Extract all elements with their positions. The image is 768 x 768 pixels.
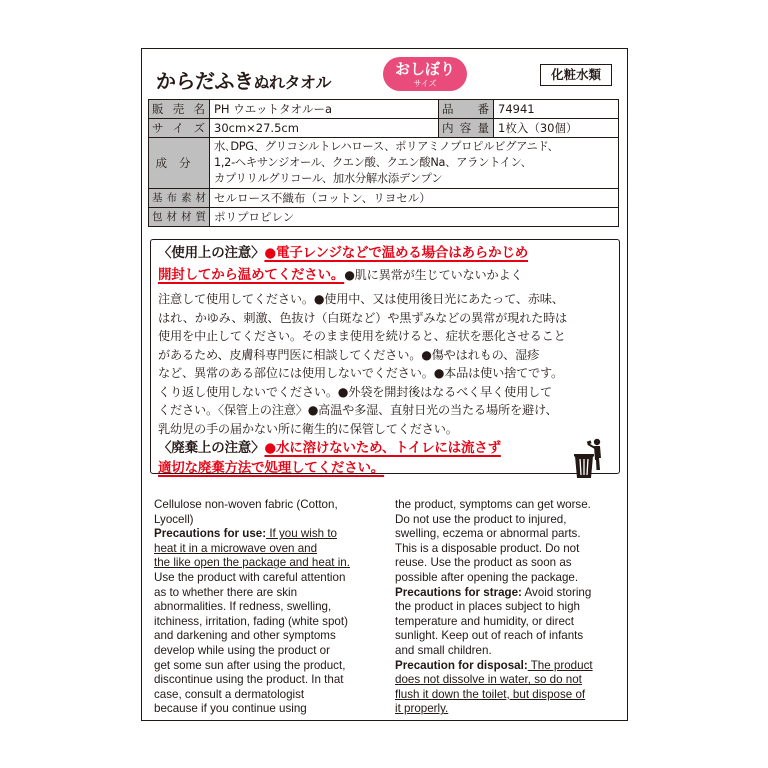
en-disposal-line	[395, 659, 593, 674]
spec-head-size: サイズ	[149, 119, 210, 138]
notice-line-disposal-2	[158, 459, 384, 477]
en-fabric-line-2: Lyocell)	[154, 512, 194, 526]
badge-sub: サイズ	[413, 79, 437, 88]
spec-row-packaging	[149, 208, 619, 227]
product-title-sub: ぬれタオル	[253, 73, 332, 92]
en-text-line: Use the product with careful attention	[154, 570, 346, 584]
en-text-line: develop while using the product or	[154, 643, 330, 657]
en-text-line: temperature and humidity, or direct	[395, 614, 574, 628]
en-text-line: This is a disposable product. Do not	[395, 541, 580, 555]
product-label	[141, 48, 628, 721]
ingredients-line-1: 水､DPG、グリコシルトレハロース、ポリアミノプロピルビグアニド、	[214, 140, 559, 153]
english-left-column	[154, 498, 350, 717]
en-use-line	[154, 527, 350, 542]
en-text-line: as to whether there are skin	[154, 585, 298, 599]
en-text-line: the product in places subject to high	[395, 600, 580, 614]
en-use-heading: Precautions for use:	[154, 527, 267, 541]
notice-line-2	[158, 266, 522, 284]
spec-head-fabric: 基布素材	[149, 189, 210, 208]
spec-value-packaging: ポリプロピレン	[210, 208, 619, 227]
en-disposal-underlined: it properly.	[395, 702, 449, 716]
use-caution-heading: 〈使用上の注意〉	[158, 245, 265, 261]
notice-line: 使用を中止してください。そのまま使用を続けると、症状を悪化させること	[158, 329, 566, 343]
en-text-line: and darkening and other symptoms	[154, 629, 336, 643]
en-use-line	[154, 556, 350, 571]
notice-line-use-head	[158, 244, 528, 262]
spec-value-name: PH ウエットタオルーa	[210, 100, 439, 119]
notice-line: など、異常のある部位には使用しないでください。●本品は使い捨てです。	[158, 366, 564, 380]
spec-value-contents: 1枚入（30個）	[494, 119, 619, 138]
en-text-line: possible after opening the package.	[395, 570, 579, 584]
spec-head-contents: 内容量	[439, 119, 494, 138]
disposal-caution-red-1: ●水に溶けないため、トイレには流さず	[264, 440, 501, 456]
spec-head-packaging: 包材材質	[149, 208, 210, 227]
en-text-line: sunlight. Keep out of reach of infants	[395, 629, 584, 643]
en-text-line: because if you continue using	[154, 702, 307, 716]
notice-box	[150, 239, 620, 474]
en-storage-heading: Precautions for strage:	[395, 585, 522, 599]
en-storage-text: Avoid storing	[521, 585, 592, 599]
use-caution-red-2: 開封してから温めてください。	[158, 267, 345, 283]
notice-line: くり返し使用しないでください。●外袋を開封後はなるべく早く使用して	[158, 384, 553, 399]
en-fabric-line-1: Cellulose non-woven fabric (Cotton,	[154, 498, 338, 511]
en-use-line	[154, 542, 350, 557]
en-text-line: abnormalities. If redness, swelling,	[154, 600, 332, 614]
en-text-line: reuse. Use the product as soon as	[395, 556, 572, 570]
en-use-underlined-1: If you wish to	[266, 527, 337, 541]
spec-value-size: 30cm×27.5cm	[210, 119, 439, 138]
ingredients-line-3: カプリリルグリコール、加水分解水添デンプン	[214, 172, 443, 185]
en-disposal-line	[395, 702, 593, 717]
use-caution-text: ●肌に異常が生じていないかよく	[344, 268, 523, 282]
en-disposal-line	[395, 688, 593, 703]
product-title	[156, 65, 331, 94]
notice-line: はれ、かゆみ、刺激、色抜け（白斑など）や黒ずみなどの異常が現れた時は	[158, 310, 568, 325]
en-text-line: swelling, eczema or abnormal parts.	[395, 527, 581, 541]
disposal-caution-heading: 〈廃棄上の注意〉	[158, 440, 265, 456]
spec-head-ingredients: 成分	[149, 138, 210, 189]
en-text-line: discontinue using the product. In that	[154, 673, 344, 687]
spec-value-ingredients	[210, 138, 619, 189]
en-text-line: get some sun after using the product,	[154, 658, 346, 672]
notice-line: ください。〈保管上の注意〉●高温や多湿、直射日光の当たる場所を避け、	[158, 403, 558, 417]
spec-value-fabric: セルロース不織布（コットン、リヨセル）	[210, 189, 619, 208]
notice-line: 乳幼児の手の届かない所に衛生的に保管してください。	[158, 421, 458, 436]
product-title-main: からだふき	[156, 69, 254, 93]
en-disposal-line	[395, 673, 593, 688]
en-text-line: itchiness, irritation, fading (white spot)	[154, 614, 348, 628]
ingredients-line-2: 1,2-ヘキサンジオール、クエン酸、クエン酸Na、アラントイン、	[214, 156, 532, 169]
badge-main: おしぼり	[394, 60, 455, 78]
oshibori-badge	[383, 57, 467, 91]
trash-disposal-icon	[574, 438, 606, 480]
en-use-underlined-3: the like open the package and heat in.	[154, 556, 350, 570]
en-text-line: the product, symptoms can get worse.	[395, 498, 591, 511]
category-box: 化粧水類	[540, 64, 612, 86]
spec-row-size	[149, 119, 619, 138]
en-disposal-underlined-1: The product	[527, 658, 593, 672]
en-disposal-underlined: flush it down the toilet, but dispose of	[395, 687, 586, 701]
en-text-line: case, consult a dermatologist	[154, 687, 305, 701]
spec-head-code: 品番	[439, 100, 494, 119]
notice-line-disposal	[158, 439, 501, 457]
spec-table	[148, 99, 619, 227]
en-text-line: Do not use the product to injured,	[395, 512, 567, 526]
en-use-underlined-2: heat it in a microwave oven and	[154, 541, 318, 555]
spec-value-code: 74941	[494, 100, 619, 119]
en-text-line: and small children.	[395, 643, 492, 657]
disposal-caution-red-2: 適切な廃棄方法で処理してください。	[158, 460, 385, 476]
en-disposal-heading: Precaution for disposal:	[395, 658, 528, 672]
spec-head-name: 販売名	[149, 100, 210, 119]
use-caution-red-1: ●電子レンジなどで温める場合はあらかじめ	[264, 245, 529, 261]
spec-row-name	[149, 100, 619, 119]
en-storage-line	[395, 586, 593, 601]
english-right-column	[395, 498, 593, 717]
spec-row-ingredients	[149, 138, 619, 189]
notice-line: があるため、皮膚科専門医に相談してください。●傷やはれもの、湿疹	[158, 347, 540, 362]
en-disposal-underlined: does not dissolve in water, so do not	[395, 673, 582, 687]
notice-line: 注意して使用してください。●使用中、又は使用後日光にあたって、赤味、	[158, 292, 564, 306]
spec-row-fabric	[149, 189, 619, 208]
